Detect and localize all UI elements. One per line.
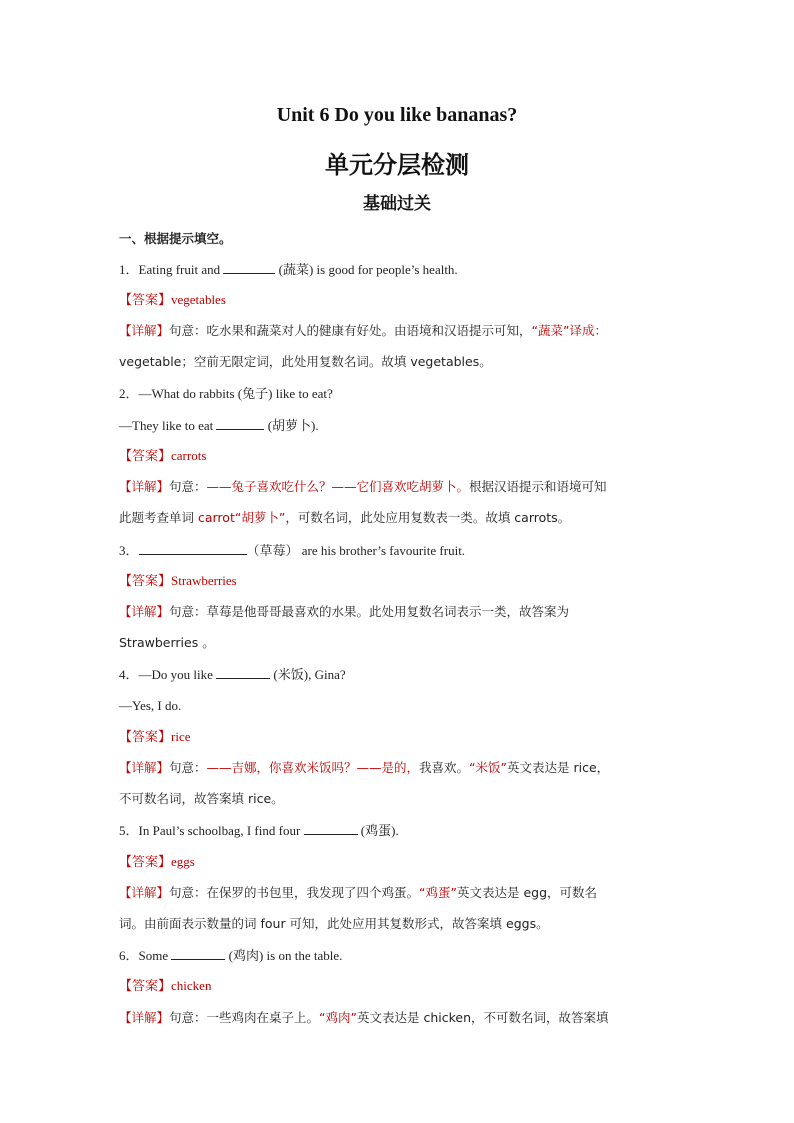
question-text: (鸡肉) is on the table.	[225, 948, 343, 963]
explain-line-3a	[119, 604, 569, 620]
explain-line-5b	[119, 916, 549, 932]
explain-text: 句意：草莓是他哥哥最喜欢的水果。此处用复数名词表示一类，故答案为	[169, 604, 570, 619]
explain-text: 英文表达是 chicken，不可数名词，故答案填	[356, 1010, 609, 1025]
answer-line-1	[119, 292, 226, 309]
explain-text: 我喜欢。	[419, 760, 470, 775]
answer-value: Strawberries	[171, 573, 237, 588]
explain-highlight: “鸡蛋”	[419, 885, 457, 900]
explain-text: 句意：吃水果和蔬菜对人的健康有好处。由语境和汉语提示可知，	[169, 323, 532, 338]
question-text: (蔬菜) is good for people’s health.	[275, 262, 458, 277]
answer-line-6	[119, 978, 211, 995]
explain-label: 【详解】	[119, 760, 170, 775]
question-1	[119, 261, 458, 278]
explain-highlight: “米饭”	[469, 760, 508, 775]
question-number: 5．	[119, 823, 139, 838]
answer-line-5	[119, 854, 195, 871]
question-2	[119, 386, 333, 402]
question-number: 2．	[119, 386, 139, 401]
question-text: (鸡蛋).	[357, 823, 399, 838]
answer-blank	[304, 822, 358, 835]
question-4	[119, 666, 346, 683]
explain-label: 【详解】	[119, 323, 170, 338]
explain-text: 英文表达是 egg，可数名	[456, 885, 598, 900]
answer-blank	[216, 666, 270, 679]
question-6	[119, 947, 342, 964]
explain-text: 句意：一些鸡肉在桌子上。	[169, 1010, 320, 1025]
answer-line-2	[119, 448, 206, 465]
explain-text: 此题考查单词	[119, 510, 198, 525]
explain-text: 句意：在保罗的书包里，我发现了四个鸡蛋。	[169, 885, 420, 900]
question-number: 6．	[119, 948, 139, 963]
answer-label: 【答案】	[119, 574, 172, 589]
explain-line-1b	[119, 354, 492, 370]
answer-label: 【答案】	[119, 979, 172, 994]
explain-label: 【详解】	[119, 1010, 170, 1025]
explain-text: 句意：	[169, 760, 207, 775]
explain-text: 不可数名词，故答案填 rice。	[119, 791, 284, 806]
explain-line-3b	[119, 635, 215, 651]
explain-highlight: ——吉娜，你喜欢米饭吗？——是的，	[206, 760, 420, 775]
explain-line-6a	[119, 1010, 609, 1026]
explain-label: 【详解】	[119, 479, 170, 494]
question-text: —They like to eat	[119, 418, 217, 433]
answer-blank	[223, 261, 275, 274]
question-text: —Do you like	[138, 667, 217, 682]
explain-text: ，可数名词，此处应用复数表一类。故填 carrots。	[285, 510, 571, 525]
answer-value: eggs	[171, 854, 195, 869]
answer-label: 【答案】	[119, 730, 172, 745]
explain-line-4b	[119, 791, 284, 807]
answer-line-3	[119, 573, 237, 590]
question-number: 3．	[119, 543, 139, 558]
explain-text: 词。由前面表示数量的词 four 可知，此处应用其复数形式，故答案填 eggs。	[119, 916, 549, 931]
question-number: 1．	[119, 262, 139, 277]
question-text: —Yes, I do.	[119, 698, 182, 713]
explain-line-2b	[119, 510, 570, 526]
explain-highlight: ——兔子喜欢吃什么？——它们喜欢吃胡萝卜。	[206, 479, 470, 494]
explain-text: 英文表达是 rice，	[507, 760, 610, 775]
explain-highlight: carrot“胡萝卜”	[197, 510, 286, 525]
answer-label: 【答案】	[119, 293, 172, 308]
question-2-line-2	[119, 417, 319, 434]
explain-label: 【详解】	[119, 885, 170, 900]
question-text: Some	[138, 948, 172, 963]
question-text: —What do rabbits (兔子) like to eat?	[138, 386, 333, 401]
sub-title: 单元分层检测	[325, 151, 469, 179]
answer-label: 【答案】	[119, 855, 172, 870]
level-title: 基础过关	[363, 194, 431, 214]
explain-line-2a	[119, 479, 607, 495]
answer-label: 【答案】	[119, 449, 172, 464]
question-text: （草莓） are his brother’s favourite fruit.	[246, 543, 466, 558]
explain-text: 句意：	[169, 479, 207, 494]
answer-blank	[139, 542, 247, 555]
explain-text: Strawberries 。	[119, 635, 215, 650]
question-number: 4．	[119, 667, 139, 682]
answer-line-4	[119, 729, 191, 746]
question-5	[119, 822, 399, 839]
section-heading: 一、根据提示填空。	[119, 231, 232, 246]
explain-label: 【详解】	[119, 604, 170, 619]
answer-value: vegetables	[171, 292, 226, 307]
unit-title: Unit 6 Do you like bananas?	[276, 104, 518, 126]
explain-highlight: “蔬菜”译成：	[531, 323, 607, 338]
question-text: Eating fruit and	[138, 262, 224, 277]
answer-blank	[171, 947, 225, 960]
question-text: In Paul’s schoolbag, I find four	[138, 823, 304, 838]
answer-blank	[216, 417, 264, 430]
explain-line-5a	[119, 885, 597, 901]
answer-value: rice	[171, 729, 191, 744]
question-text: (米饭), Gina?	[270, 667, 346, 682]
explain-text: vegetable；空前无限定词，此处用复数名词。故填 vegetables。	[119, 354, 492, 369]
explain-line-4a	[119, 760, 609, 776]
answer-value: carrots	[171, 448, 207, 463]
explain-highlight: “鸡肉”	[319, 1010, 357, 1025]
explain-text: 根据汉语提示和语境可知	[469, 479, 607, 494]
answer-value: chicken	[171, 978, 212, 993]
question-text: (胡萝卜).	[264, 418, 319, 433]
explain-line-1a	[119, 323, 607, 339]
question-4-line-2	[119, 698, 181, 714]
question-3	[119, 542, 465, 559]
